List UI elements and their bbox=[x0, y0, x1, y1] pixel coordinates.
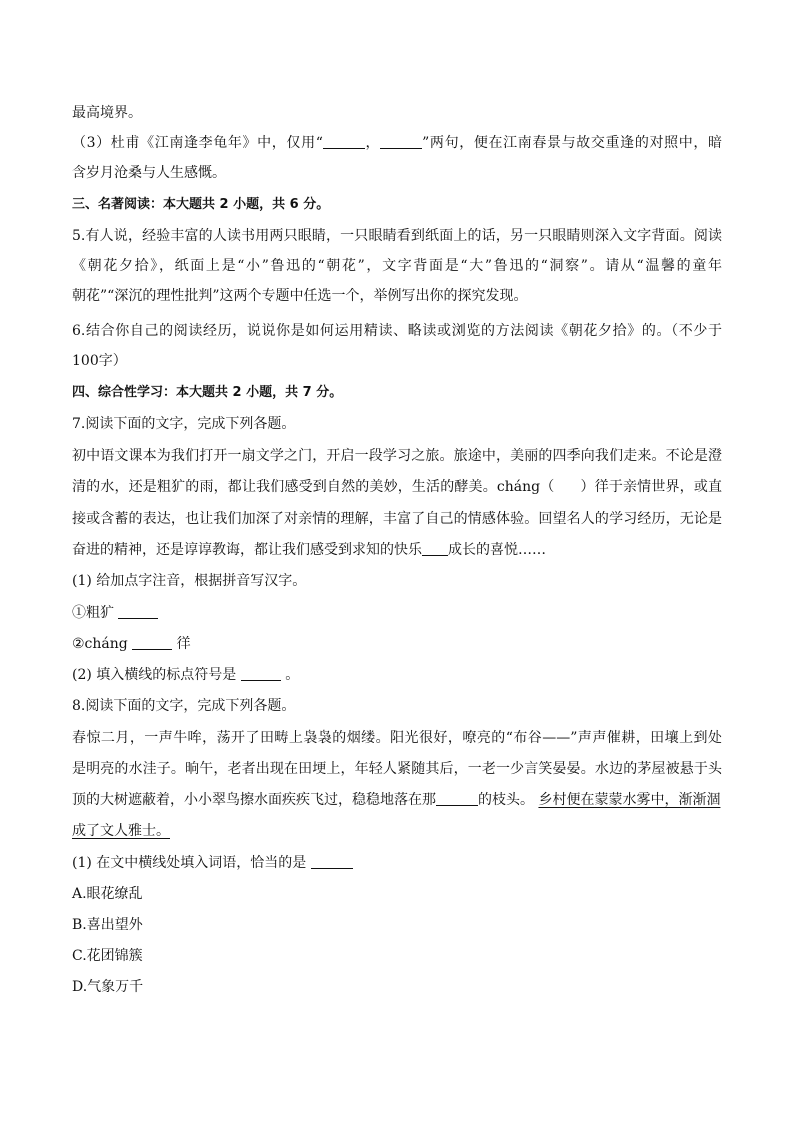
q8-passage-text-a: 顶的大树遮蔽着，小小翠鸟擦水面疾疾飞过，稳稳地落在那 bbox=[72, 792, 436, 808]
section-heading: 三、名著阅读：本大题共 2 小题，共 6 分。 bbox=[72, 197, 330, 212]
q5-line-1: 5.有人说，经验丰富的人读书用两只眼睛，一只眼睛看到纸面上的话，另一只眼睛则深入文字背面。阅读 bbox=[72, 228, 722, 244]
q7-passage-text-d: 成长的喜悦…… bbox=[448, 542, 546, 558]
q7-item-1-text: ①粗犷 bbox=[72, 605, 114, 621]
q7-passage-line-4 bbox=[72, 541, 722, 559]
q8-passage-line-2: 是明亮的水洼子。晌午，老者出现在田埂上，年轻人紧随其后，一老一少言笑晏晏。水边的茅屋被悬于头 bbox=[72, 761, 722, 777]
answer-blank[interactable] bbox=[132, 635, 172, 650]
q8-passage-line-4 bbox=[72, 822, 722, 840]
q8-passage-line-3 bbox=[72, 791, 722, 809]
underlined-sentence-end: 成了文人雅士。 bbox=[72, 823, 170, 839]
answer-blank[interactable] bbox=[436, 791, 478, 806]
answer-blank[interactable] bbox=[241, 666, 281, 681]
q7-passage-line-2 bbox=[72, 478, 722, 496]
q8-subquestion-1-text: (1) 在文中横线处填入词语，恰当的是 bbox=[72, 855, 307, 871]
q7-stem: 7.阅读下面的文字，完成下列各题。 bbox=[72, 416, 296, 432]
q7-passage-line-1: 初中语文课本为我们打开一扇文学之门，开启一段学习之旅。旅途中，美丽的四季向我们走来。不论是澄 bbox=[72, 448, 722, 464]
underlined-sentence: 乡村便在蒙蒙水雾中，渐渐涸 bbox=[538, 792, 721, 808]
section-heading: 四、综合性学习：本大题共 2 小题，共 7 分。 bbox=[72, 385, 343, 400]
q4-part3-line bbox=[72, 134, 722, 152]
q6-line-2: 100字） bbox=[72, 353, 127, 369]
q4-part3-text-b: ”两句，便在江南春景与故交重逢的对照中，暗 bbox=[422, 135, 722, 151]
q7-item-1 bbox=[72, 604, 722, 622]
option-c[interactable]: C.花团锦簇 bbox=[72, 948, 143, 964]
q5-line-3: 朝花”“深沉的理性批判”这两个专题中任选一个，举例写出你的探究发现。 bbox=[72, 288, 528, 304]
q7-item-2-text-b: 徉 bbox=[176, 636, 191, 652]
q7-subquestion-2-end: 。 bbox=[285, 667, 300, 683]
q7-passage-text-b: ）徉于亲情世界，或直 bbox=[580, 479, 722, 495]
q7-subquestion-2-text: (2) 填入横线的标点符号是 bbox=[72, 667, 237, 683]
q8-subquestion-1 bbox=[72, 854, 722, 872]
option-a[interactable]: A.眼花缭乱 bbox=[72, 886, 143, 902]
q4-part3-sep: ， bbox=[364, 135, 381, 151]
q6-line-1: 6.结合你自己的阅读经历，说说你是如何运用精读、略读或浏览的方法阅读《朝花夕拾》的。（不少于 bbox=[72, 323, 722, 339]
q7-item-2 bbox=[72, 635, 722, 653]
option-b[interactable]: B.喜出望外 bbox=[72, 917, 143, 933]
answer-blank[interactable] bbox=[323, 134, 365, 149]
q7-subquestion-1: (1) 给加点字注音，根据拼音写汉字。 bbox=[72, 573, 307, 589]
answer-blank[interactable] bbox=[380, 134, 422, 149]
q7-item-2-text-a: ②cháng bbox=[72, 636, 128, 652]
q7-passage-text-c: 奋进的精神，还是谆谆教诲，都让我们感受到求知的快乐 bbox=[72, 542, 422, 558]
q7-passage-line-3: 接或含蓄的表达，也让我们加深了对亲情的理解，丰富了自己的情感体验。回望名人的学习经历，无论是 bbox=[72, 511, 722, 527]
q8-passage-line-1: 春惊二月，一声牛哞，荡开了田畴上袅袅的烟缕。阳光很好，嘹亮的“布谷——”声声催耕，田壤上到处 bbox=[72, 730, 722, 746]
q7-subquestion-2 bbox=[72, 666, 722, 684]
q5-line-2: 《朝花夕拾》，纸面上是“小”鲁迅的“朝花”，文字背面是“大”鲁迅的“洞察”。请从“温馨的童年 bbox=[72, 258, 722, 274]
q7-passage-text-a: 清的水，还是粗犷的雨，都让我们感受到自然的美妙，生活的酵美。cháng（ bbox=[72, 479, 555, 495]
q8-passage-text-b: 的枝头。 bbox=[478, 792, 534, 808]
answer-blank[interactable] bbox=[311, 854, 353, 869]
q4-tail-line: 最高境界。 bbox=[72, 105, 142, 121]
q8-stem: 8.阅读下面的文字，完成下列各题。 bbox=[72, 698, 296, 714]
q4-part3-line-2: 含岁月沧桑与人生感慨。 bbox=[72, 165, 226, 181]
answer-blank[interactable] bbox=[422, 541, 448, 556]
answer-blank[interactable] bbox=[118, 604, 158, 619]
q4-part3-text-a: （3）杜甫《江南逢李龟年》中，仅用“ bbox=[72, 135, 323, 151]
option-d[interactable]: D.气象万千 bbox=[72, 979, 144, 995]
